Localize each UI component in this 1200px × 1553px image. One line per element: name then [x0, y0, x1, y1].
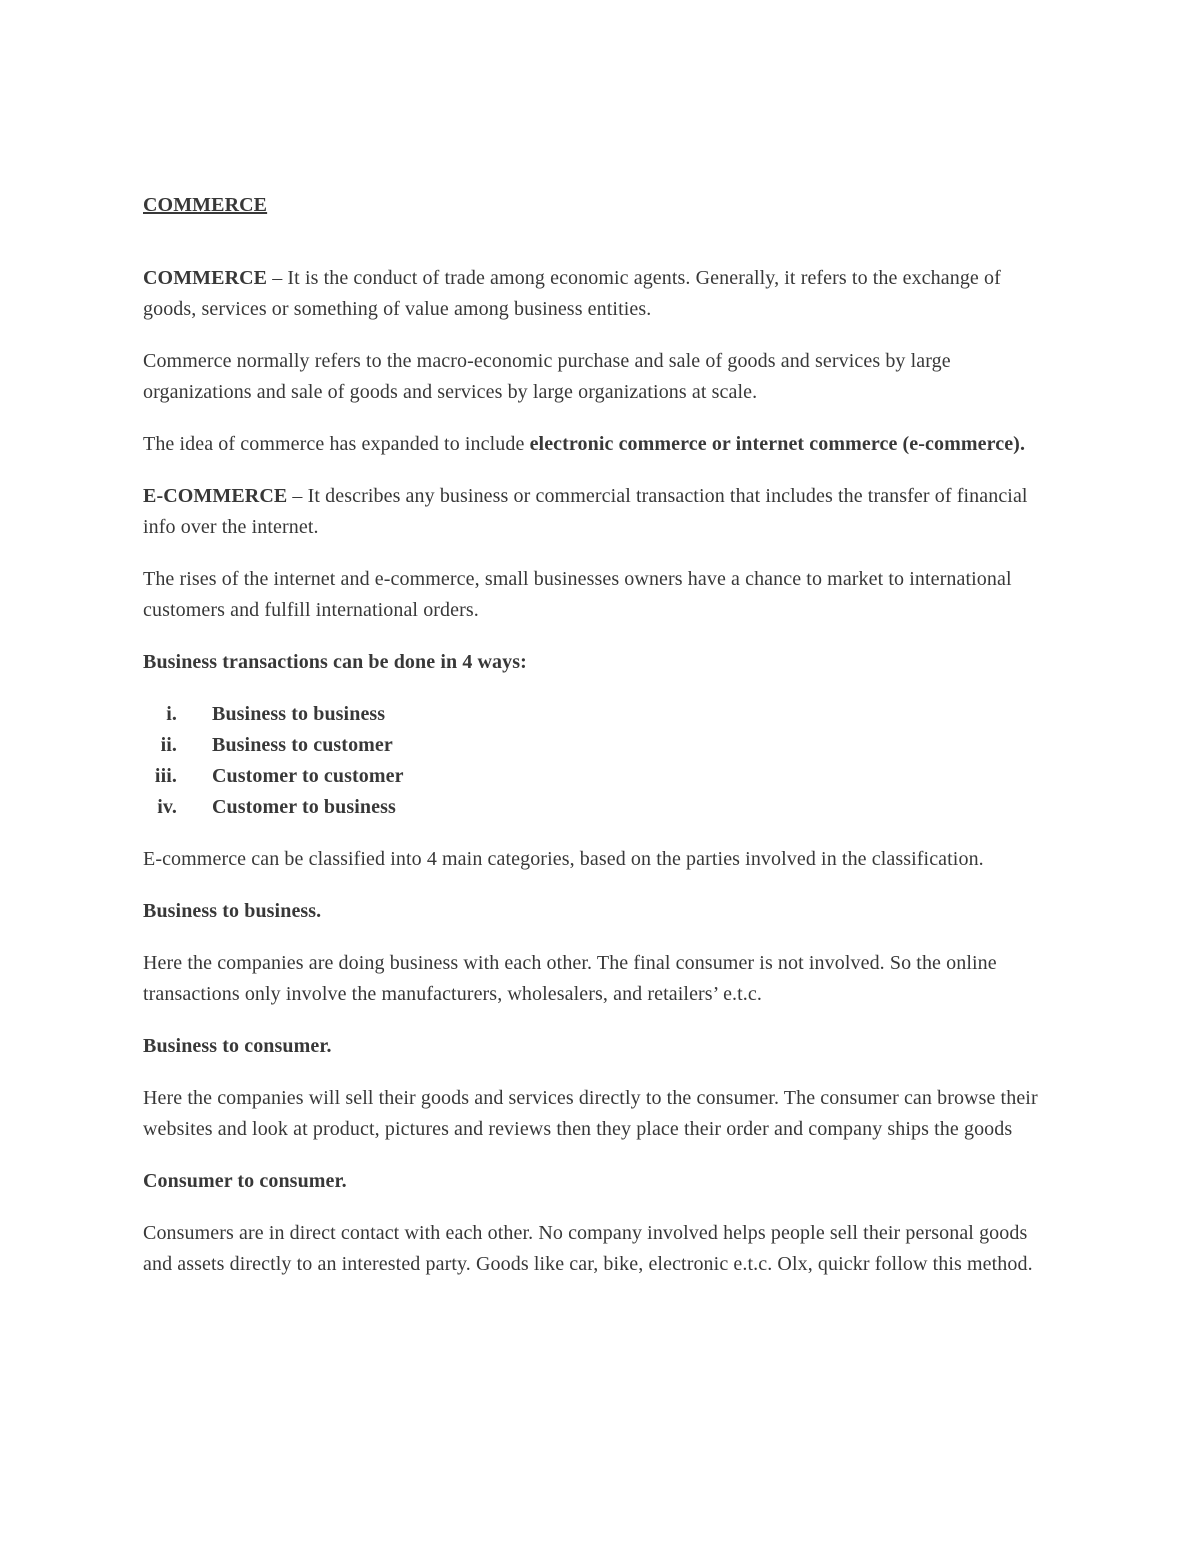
paragraph-commerce-definition — [143, 263, 1057, 325]
page-title: COMMERCE — [143, 194, 268, 216]
paragraph-macro-economic: Commerce normally refers to the macro-economic purchase and sale of goods and services by large organizations and sale of goods and services by large organizations at scale. — [143, 350, 951, 403]
ecommerce-definition-text: – It describes any business or commercial transaction that includes the transfer of financial info over the internet. — [143, 485, 1028, 538]
paragraph-rises-internet: The rises of the internet and e-commerce, small businesses owners have a chance to market to international customers and fulfill international orders. — [143, 568, 1012, 621]
title-row — [143, 190, 1057, 242]
ecommerce-term: E-COMMERCE — [143, 485, 288, 507]
list-item — [143, 730, 1057, 761]
paragraph-business-to-consumer: Here the companies will sell their goods and services directly to the consumer. The consumer can browse their websites and look at product, pictures and reviews then they place their order and company ships the goods — [143, 1087, 1038, 1140]
ways-list — [143, 699, 1057, 823]
paragraph-classification: E-commerce can be classified into 4 main categories, based on the parties involved in the classification. — [143, 848, 984, 870]
list-item-numeral: i. — [166, 703, 177, 725]
list-item-numeral: iii. — [154, 765, 177, 787]
heading-ways: Business transactions can be done in 4 ways: — [143, 651, 527, 673]
paragraph-business-to-business: Here the companies are doing business with each other. The final consumer is not involved. So the online transactions only involve the manufacturers, wholesalers, and retailers’ e.t.c. — [143, 952, 997, 1005]
document-body — [143, 190, 1057, 1280]
paragraph-consumer-to-consumer: Consumers are in direct contact with each other. No company involved helps people sell their personal goods and assets directly to an interested party. Goods like car, bike, electronic e.t.c. Olx, quickr follow this method. — [143, 1222, 1033, 1275]
list-item-label: Business to business — [212, 703, 386, 725]
list-item-label: Business to customer — [212, 734, 393, 756]
idea-text: The idea of commerce has expanded to include — [143, 433, 530, 455]
list-item-numeral: iv. — [157, 796, 177, 818]
list-item — [143, 792, 1057, 823]
list-item — [143, 699, 1057, 730]
list-item-label: Customer to business — [212, 796, 396, 818]
list-item — [143, 761, 1057, 792]
paragraph-idea-expanded — [143, 429, 1057, 460]
heading-business-to-consumer: Business to consumer. — [143, 1035, 332, 1057]
paragraph-ecommerce-definition — [143, 481, 1057, 543]
commerce-term: COMMERCE — [143, 267, 268, 289]
list-item-numeral: ii. — [160, 734, 177, 756]
commerce-definition-text: – It is the conduct of trade among economic agents. Generally, it refers to the exchange of goods, services or something of value among business entities. — [143, 267, 1001, 320]
idea-bold-text: electronic commerce or internet commerce (e-commerce). — [529, 433, 1026, 455]
heading-business-to-business: Business to business. — [143, 900, 322, 922]
heading-consumer-to-consumer: Consumer to consumer. — [143, 1170, 347, 1192]
list-item-label: Customer to customer — [212, 765, 404, 787]
